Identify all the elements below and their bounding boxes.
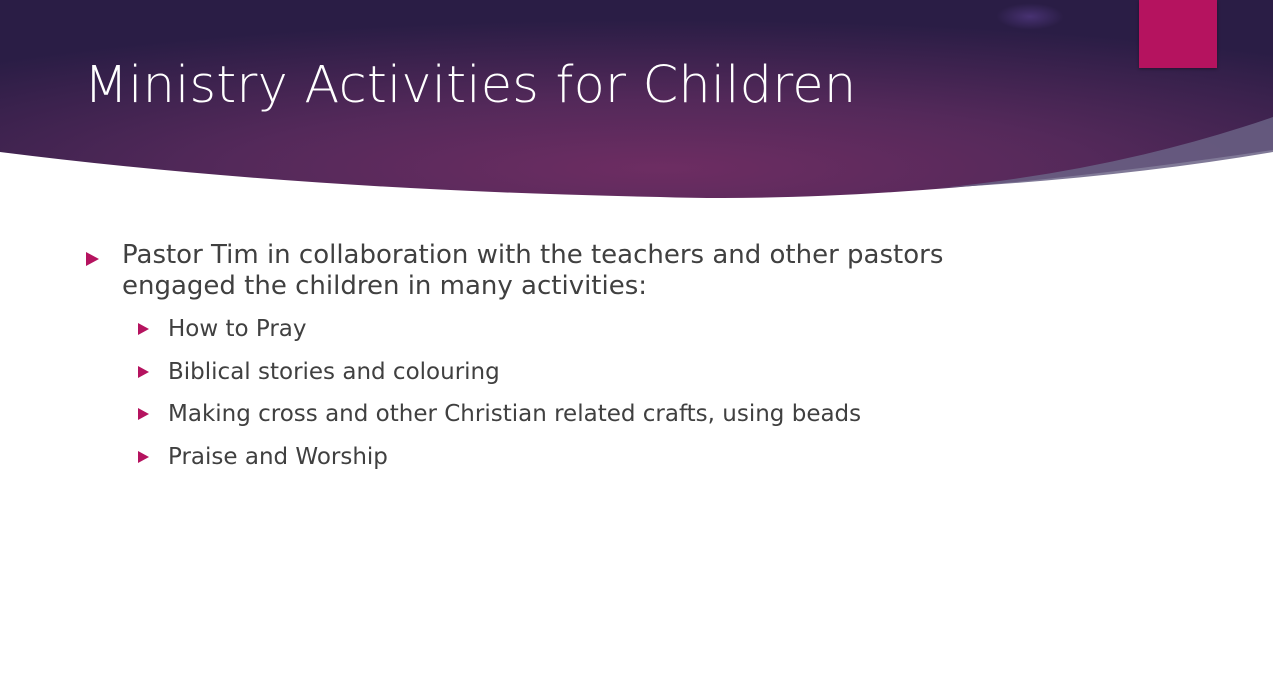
slide-title: Ministry Activities for Children — [84, 56, 857, 115]
sub-bullet-item — [136, 357, 1084, 400]
sub-bullet-text: How to Pray — [168, 316, 307, 342]
bullet-item — [84, 240, 1084, 302]
bullet-text: Pastor Tim in collaboration with the teachers and other pastors engaged the children in many activities: — [122, 240, 944, 301]
sub-bullet-item — [136, 314, 1084, 357]
sub-bullet-text: Biblical stories and colouring — [168, 358, 500, 385]
triangle-right-icon — [86, 252, 99, 266]
sub-bullet-text: Making cross and other Christian related crafts, using beads — [168, 401, 862, 427]
sub-bullet-item — [136, 442, 1084, 485]
triangle-right-icon — [138, 451, 149, 463]
triangle-right-icon — [138, 366, 149, 378]
slide-content — [84, 240, 1084, 484]
accent-square — [1139, 0, 1217, 68]
sub-bullet-list — [84, 314, 1084, 484]
triangle-right-icon — [138, 323, 149, 335]
sub-bullet-text: Praise and Worship — [168, 443, 388, 470]
triangle-right-icon — [138, 408, 149, 420]
sub-bullet-item — [136, 399, 1084, 442]
